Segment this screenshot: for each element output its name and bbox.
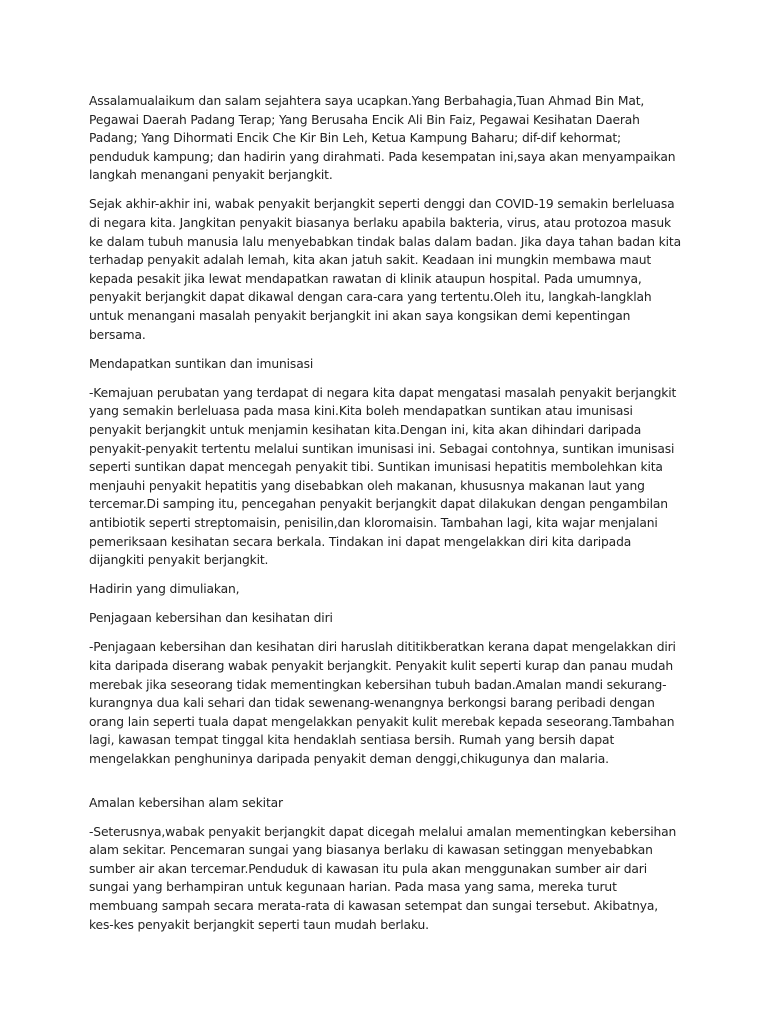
immunisation-paragraph: -Kemajuan perubatan yang terdapat di negara kita dapat mengatasi masalah penyakit berjangkit yang semakin berleluasa pada masa kini.Kita boleh mendapatkan suntikan atau imunisasi penyakit berjangkit untuk menjamin kesihatan kita.Dengan ini, kita akan dihindari daripada penyakit-penyakit tertentu melalui suntikan imunisasi ini. Sebagai contohnya, suntikan imunisasi seperti suntikan dapat mencegah penyakit tibi. Suntikan imunisasi hepatitis membolehkan kita menjauhi penyakit hepatitis yang disebabkan oleh makanan, khususnya makanan laut yang tercemar.Di samping itu, pencegahan penyakit berjangkit dapat dilakukan dengan pengambilan antibiotik seperti streptomaisin, penisilin,dan kloromaisin. Tambahan lagi, kita wajar menjalani pemeriksaan kesihatan secara berkala. Tindakan ini dapat mengelakkan diri kita daripada dijangkiti penyakit berjangkit.: [89, 385, 677, 568]
section-heading-environment: Amalan kebersihan alam sekitar: [89, 795, 283, 810]
document-page: [89, 92, 681, 945]
personal-hygiene-paragraph: -Penjagaan kebersihan dan kesihatan diri haruslah dititikberatkan kerana dapat mengelakkan diri kita daripada diserang wabak penyakit berjangkit. Penyakit kulit seperti kurap dan panau mudah merebak jika seseorang tidak mementingkan kebersihan tubuh badan.Amalan mandi sekurang-kurangnya dua kali sehari dan tidak sewenang-wenangnya berkongsi barang peribadi dengan orang lain seperti tuala dapat mengelakkan penyakit kulit merebak kepada seseorang.Tambahan lagi, kawasan tempat tinggal kita hendaklah sentiasa bersih. Rumah yang bersih dapat mengelakkan penghuninya daripada penyakit deman denggi,chikugunya dan malaria.: [89, 640, 676, 766]
greeting-paragraph: Assalamualaikum dan salam sejahtera saya ucapkan.Yang Berbahagia,Tuan Ahmad Bin Mat, Pegawai Daerah Padang Terap; Yang Berusaha Encik Ali Bin Faiz, Pegawai Kesihatan Daerah Padang; Yang Dihormati Encik Che Kir Bin Leh, Ketua Kampung Baharu; dif-dif kehormat; penduduk kampung; dan hadirin yang dirahmati. Pada kesempatan ini,saya akan menyampaikan langkah menangani penyakit berjangkit.: [89, 94, 676, 183]
introduction-paragraph: Sejak akhir-akhir ini, wabak penyakit berjangkit seperti denggi dan COVID-19 semakin berleluasa di negara kita. Jangkitan penyakit biasanya berlaku apabila bakteria, virus, atau protozoa masuk ke dalam tubuh manusia lalu menyebabkan tindak balas dalam badan. Jika daya tahan badan kita terhadap penyakit adalah lemah, kita akan jatuh sakit. Keadaan ini mungkin membawa maut kepada pesakit jika lewat mendapatkan rawatan di klinik ataupun hospital. Pada umumnya, penyakit berjangkit dapat dikawal dengan cara-cara yang tertentu.Oleh itu, langkah-langklah untuk menangani masalah penyakit berjangkit ini akan saya kongsikan demi kepentingan bersama.: [89, 197, 681, 342]
section-heading-immunisation: Mendapatkan suntikan dan imunisasi: [89, 356, 314, 371]
environment-paragraph: -Seterusnya,wabak penyakit berjangkit dapat dicegah melalui amalan mementingkan kebersihan alam sekitar. Pencemaran sungai yang biasanya berlaku di kawasan setinggan menyebabkan sumber air akan tercemar.Penduduk di kawasan itu pula akan menggunakan sumber air dari sungai yang berhampiran untuk kegunaan harian. Pada masa yang sama, mereka turut membuang sampah secara merata-rata di kawasan setempat dan sungai tersebut. Akibatnya, kes-kes penyakit berjangkit seperti taun mudah berlaku.: [89, 824, 677, 932]
audience-address: Hadirin yang dimuliakan,: [89, 582, 240, 597]
section-heading-personal-hygiene: Penjagaan kebersihan dan kesihatan diri: [89, 611, 333, 626]
